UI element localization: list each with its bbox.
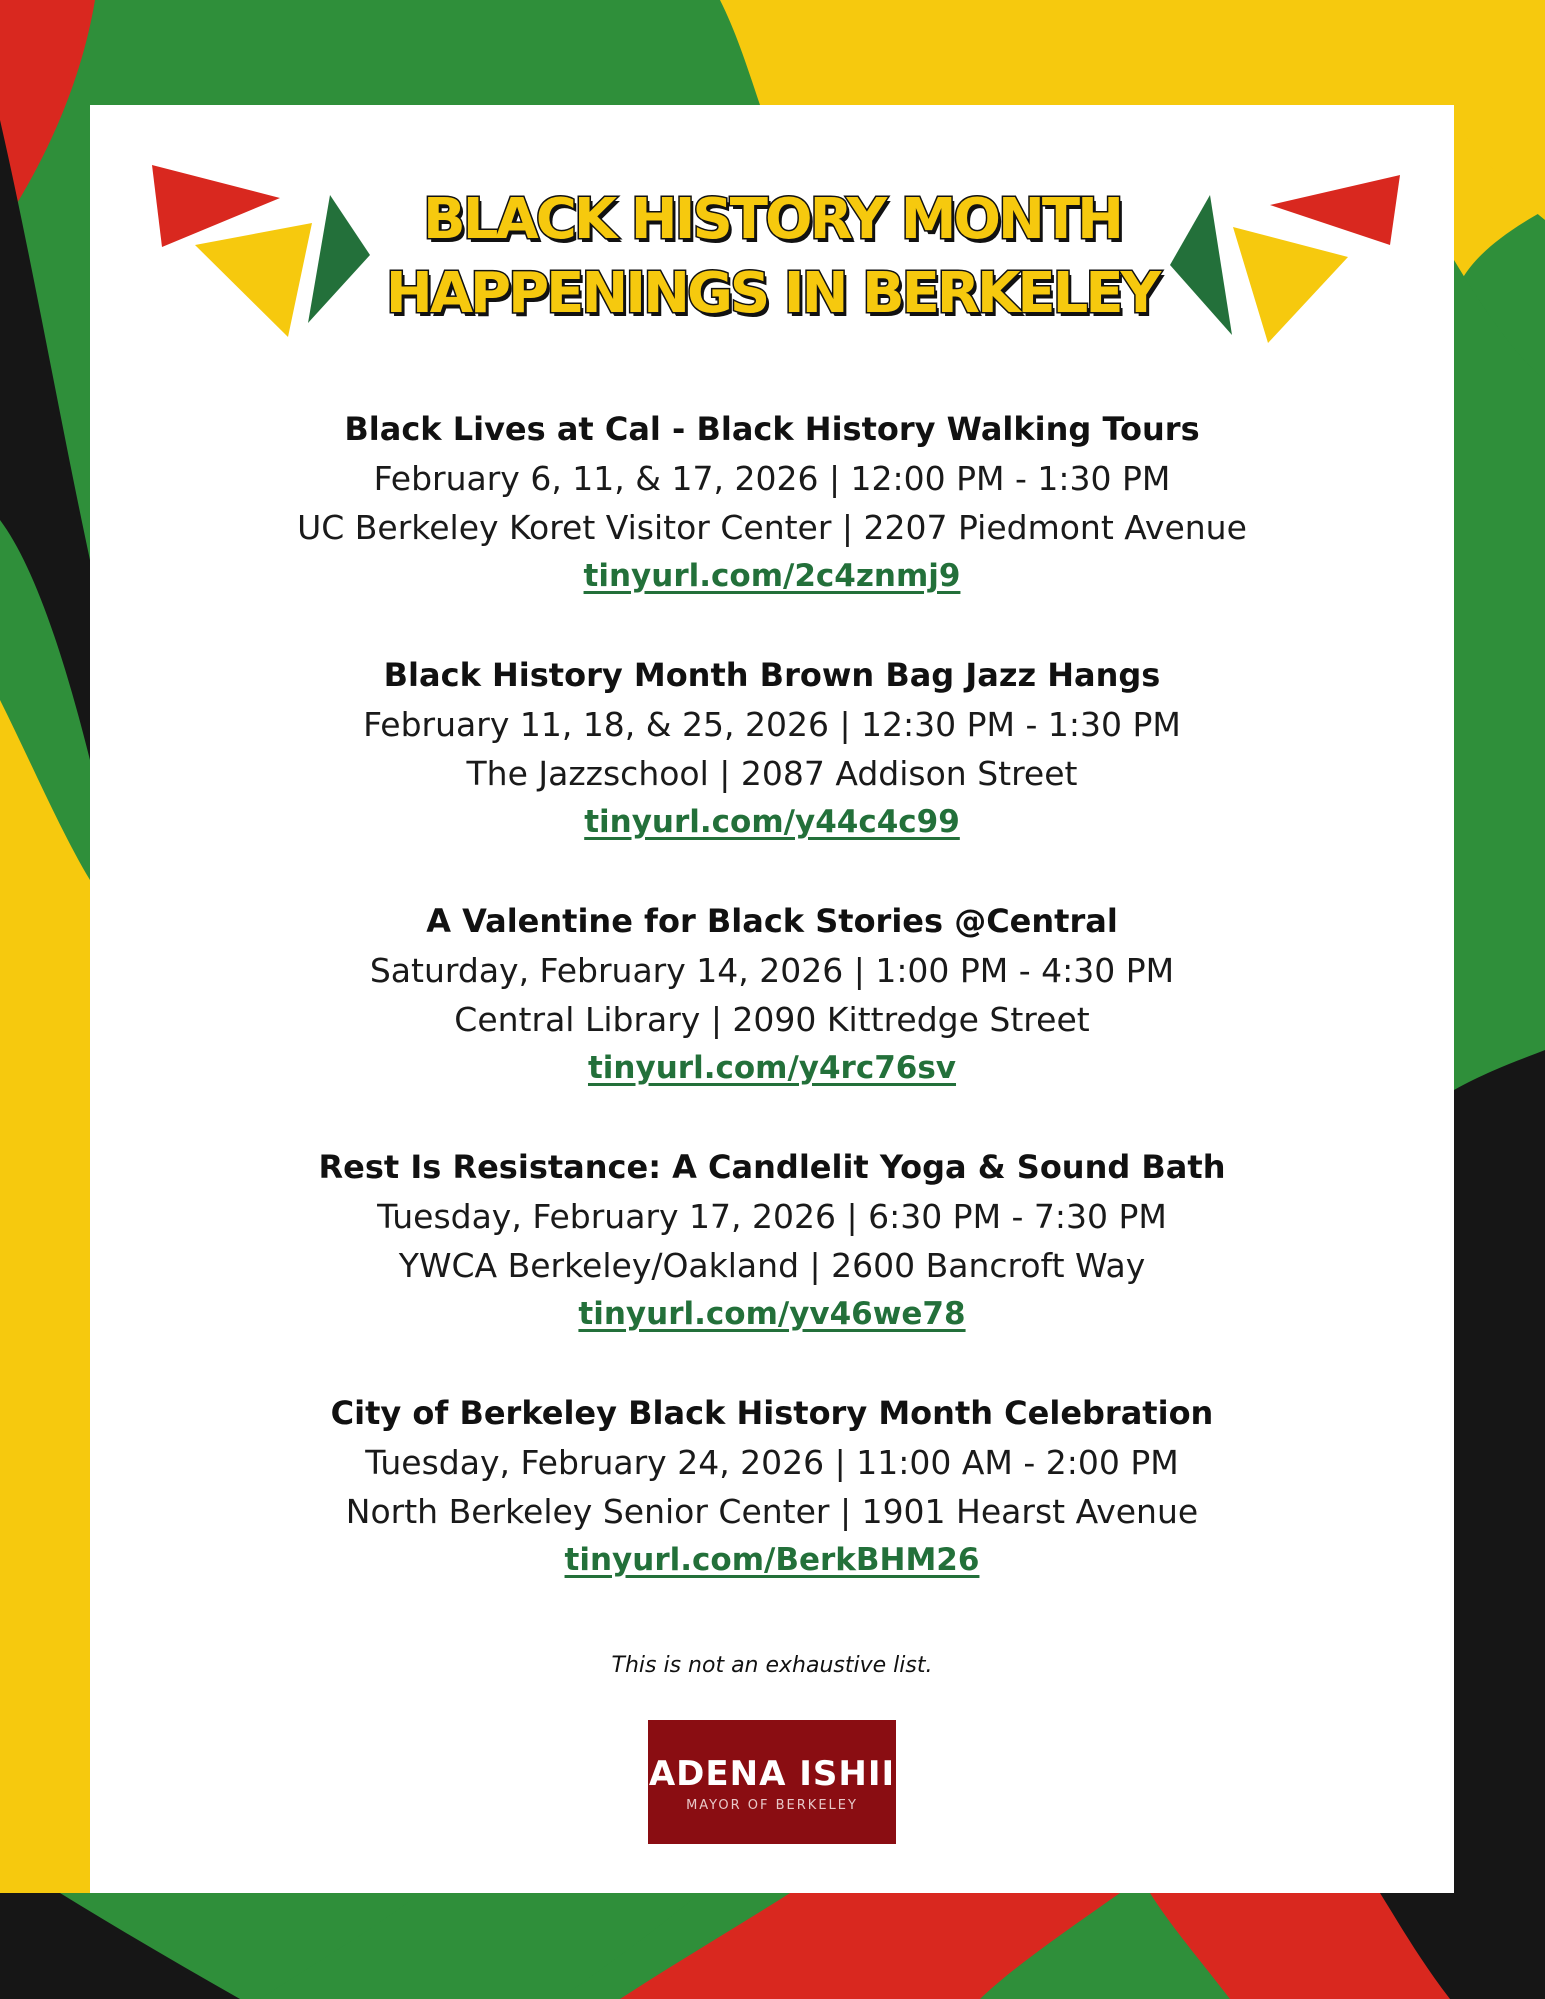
event-item	[90, 651, 1454, 847]
logo-name: ADENA ISHII	[648, 1754, 896, 1794]
event-location: Central Library | 2090 Kittredge Street	[454, 1000, 1090, 1039]
event-title: Black History Month Brown Bag Jazz Hangs	[383, 656, 1161, 694]
event-list	[90, 405, 1454, 1635]
event-date-time: Tuesday, February 24, 2026 | 11:00 AM - 2:00 PM	[365, 1443, 1179, 1482]
event-location: The Jazzschool | 2087 Addison Street	[466, 754, 1078, 793]
event-date-time: Tuesday, February 17, 2026 | 6:30 PM - 7:30 PM	[377, 1197, 1167, 1236]
page-title	[90, 183, 1454, 331]
event-title: Rest Is Resistance: A Candlelit Yoga & Sound Bath	[318, 1148, 1226, 1186]
title-line-1: BLACK HISTORY MONTH	[423, 187, 1121, 252]
flyer-card	[90, 105, 1454, 1893]
event-item	[90, 897, 1454, 1093]
logo-subtitle: MAYOR OF BERKELEY	[686, 1798, 858, 1813]
event-link[interactable]: tinyurl.com/y4rc76sv	[587, 1050, 957, 1086]
event-title: A Valentine for Black Stories @Central	[426, 902, 1118, 940]
event-location: North Berkeley Senior Center | 1901 Hearst Avenue	[345, 1492, 1199, 1531]
event-link[interactable]: tinyurl.com/BerkBHM26	[564, 1542, 980, 1578]
event-title: City of Berkeley Black History Month Celebration	[330, 1394, 1214, 1432]
event-link[interactable]: tinyurl.com/y44c4c99	[584, 804, 960, 840]
event-title: Black Lives at Cal - Black History Walking Tours	[344, 410, 1200, 448]
event-item	[90, 1389, 1454, 1585]
event-date-time: February 6, 11, & 17, 2026 | 12:00 PM - 1:30 PM	[373, 459, 1171, 498]
event-date-time: Saturday, February 14, 2026 | 1:00 PM - 4:30 PM	[369, 951, 1175, 990]
event-date-time: February 11, 18, & 25, 2026 | 12:30 PM - 1:30 PM	[363, 705, 1181, 744]
event-location: UC Berkeley Koret Visitor Center | 2207 Piedmont Avenue	[297, 508, 1247, 547]
event-location: YWCA Berkeley/Oakland | 2600 Bancroft Way	[398, 1246, 1146, 1285]
event-link[interactable]: tinyurl.com/2c4znmj9	[583, 558, 961, 594]
disclaimer-note: This is not an exhaustive list.	[611, 1653, 933, 1678]
event-item	[90, 405, 1454, 601]
event-item	[90, 1143, 1454, 1339]
title-line-2: HAPPENINGS IN BERKELEY	[385, 261, 1159, 326]
event-link[interactable]: tinyurl.com/yv46we78	[578, 1296, 966, 1332]
mayor-logo	[648, 1720, 896, 1844]
